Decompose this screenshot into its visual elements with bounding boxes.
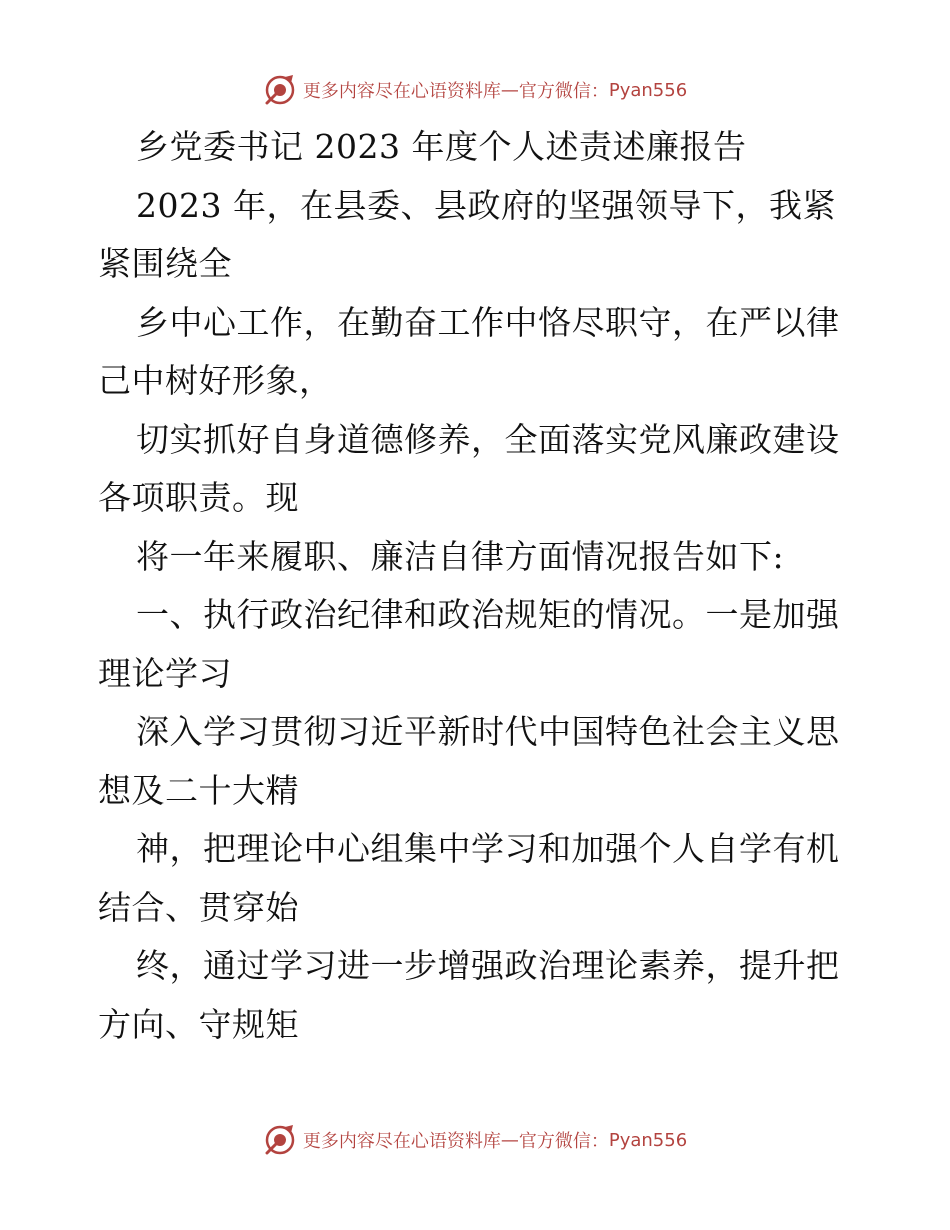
watermark-main-text: 更多内容尽在心语资料库 [302, 1131, 501, 1152]
paragraph-line: 理论学习 [98, 653, 232, 693]
paragraph-line: 乡中心工作，在勤奋工作中恪尽职守，在严以律 [136, 302, 840, 342]
watermark-label: 官方微信： [518, 1131, 609, 1152]
pen-circle-logo-icon [263, 73, 297, 107]
paragraph-line: 将一年来履职、廉洁自律方面情况报告如下: [136, 536, 785, 576]
pen-circle-logo-icon [263, 1123, 297, 1157]
paragraph-line: 深入学习贯彻习近平新时代中国特色社会主义思 [136, 712, 840, 751]
watermark-wechat-id: Pyan556 [608, 1129, 688, 1151]
paragraph-line: 各项职责。现 [98, 478, 299, 517]
paragraph-line: 结合、贯穿始 [98, 887, 299, 927]
paragraph-line: 终，通过学习进一步增强政治理论素养，提升把 [136, 946, 840, 985]
paragraph-line: 紧围绕全 [98, 244, 232, 283]
paragraph-line: 方向、守规矩 [98, 1004, 299, 1044]
watermark-separator: — [500, 79, 519, 101]
watermark-wechat-id: Pyan556 [608, 79, 688, 101]
document-body [98, 118, 858, 1054]
paragraph-line: 己中树好形象， [98, 361, 333, 400]
watermark-separator: — [500, 1129, 519, 1151]
header-watermark [0, 70, 950, 110]
paragraph-line: 想及二十大精 [98, 770, 299, 810]
document-title: 乡党委书记 2023 年度个人述责述廉报告 [136, 127, 747, 166]
section-heading-line: 一、执行政治纪律和政治规矩的情况。一是加强 [136, 595, 840, 634]
paragraph-line: 切实抓好自身道德修养，全面落实党风廉政建设 [136, 419, 840, 459]
paragraph-line: 神，把理论中心组集中学习和加强个人自学有机 [136, 829, 840, 868]
watermark-label: 官方微信： [518, 81, 609, 102]
paragraph-line: 2023 年，在县委、县政府的坚强领导下，我紧 [136, 185, 836, 225]
footer-watermark [0, 1120, 950, 1160]
watermark-main-text: 更多内容尽在心语资料库 [302, 81, 501, 102]
